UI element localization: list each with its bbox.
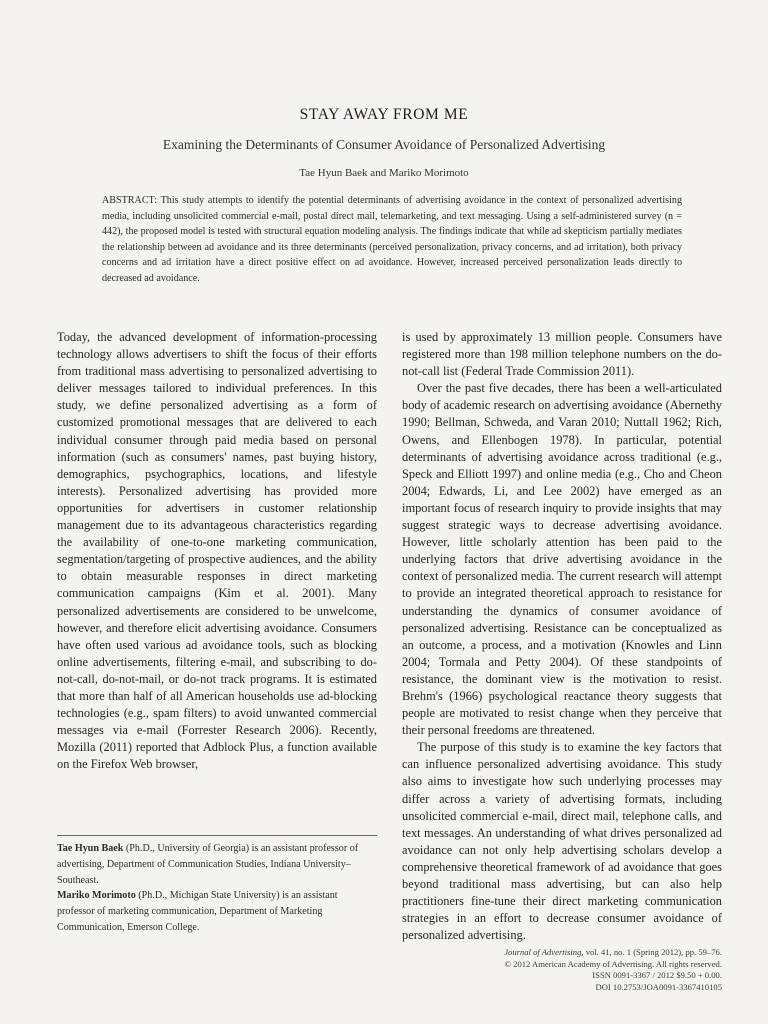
paragraph: The purpose of this study is to examine the key factors that can influence personalized advertising avoidance. This study also aims to investigate how such underlying processes may differ across a variety of advertising formats, including unsolicited commercial e-mail, direct mail, telephone calls, and text messages. An understanding of what drives personalized ad avoidance can not only help advertising scholars develop a comprehensive theoretical framework of ad avoidance that goes beyond traditional mass advertising, but can also help practitioners fine-tune their direct marketing communication strategies in an effort to decrease consumer avoidance of personalized advertising.: [402, 740, 722, 943]
author-footnote: [57, 841, 377, 889]
abstract-text: This study attempts to identify the potential determinants of advertising avoidance in the context of personalized advertising media, including unsolicited commercial e-mail, postal direct mail, telemarketing, and text messaging. Using a self-administered survey (n = 442), the proposed model is tested with structural equation modeling analysis. The findings indicate that while ad skepticism partially mediates the relationship between ad avoidance and its three determinants (perceived personalization, privacy concerns, and ad irritation), both privacy concerns and ad irritation have a direct positive effect on ad avoidance. However, increased perceived personalization leads directly to decreased ad avoidance.: [102, 195, 682, 284]
right-column: [402, 329, 722, 944]
paragraph: is used by approximately 13 million people. Consumers have registered more than 198 million telephone numbers on the do-not-call list (Federal Trade Commission 2011).: [402, 330, 722, 379]
paragraph: Over the past five decades, there has been a well-articulated body of academic research on advertising avoidance (Abernethy 1990; Bellman, Schweda, and Varan 2010; Nuttall 1962; Rich, Owens, and Ellenbogen 1978). In particular, potential determinants of advertising avoidance across traditional (e.g., Speck and Elliott 1997) and online media (e.g., Cho and Cheon 2004; Edwards, Li, and Lee 2002) have emerged as an important focus of research inquiry to provide insights that may suggest strategic ways to decrease advertising avoidance. However, little scholarly attention has been paid to the underlying factors that drive advertising avoidance in the context of personalized media. The current research will attempt to provide an integrated theoretical approach to resistance for understanding the dynamics of consumer avoidance of personalized advertising. Resistance can be conceptualized as an outcome, a process, and a motivation (Knowles and Linn 2004; Tormala and Petty 2004). Of these standpoints of resistance, the dominant view is the motivation to resist. Brehm's (1966) psychological reactance theory suggests that people are motivated to resist change when they perceive that their personal freedoms are threatened.: [402, 381, 722, 738]
copyright-line: © 2012 American Academy of Advertising. All rights reserved.: [504, 958, 722, 969]
journal-title: Journal of Advertising: [504, 947, 582, 957]
journal-citation: Journal of Advertising, vol. 41, no. 1 (Spring 2012), pp. 59–76.: [504, 947, 722, 957]
paper-title: STAY AWAY FROM ME: [299, 106, 469, 123]
paper-subtitle: Examining the Determinants of Consumer Avoidance of Personalized Advertising: [162, 137, 606, 152]
paragraph: Today, the advanced development of information-processing technology allows advertisers to shift the focus of their efforts from traditional mass advertising to personalized advertising to deliver messages tailored to individual preferences. In this study, we define personalized advertising as a form of customized promotional messages that are delivered to each individual consumer through paid media based on personal information (such as consumers' names, past buying history, demographics, psychographics, locations, and lifestyle interests). Personalized advertising has provided more opportunities for advertisers in customer relationship management due to its advantageous characteristics regarding the availability of one-to-one marketing communication, segmentation/targeting of prospective audiences, and the ability to obtain measurable responses in direct marketing communication campaigns (Kim et al. 2001). Many personalized advertisements are considered to be unwelcome, however, and therefore elicit advertising avoidance. Consumers have often used various ad avoidance tools, such as blocking online advertisements, filtering e-mail, and subscribing to do-not-call, do-not-mail, or do-not track programs. It is estimated that more than half of all American households use ad-blocking technologies (e.g., spam filters) to avoid unwanted commercial messages via e-mail (Forrester Research 2006). Recently, Mozilla (2011) reported that Adblock Plus, a function available on the Firefox Web browser,: [57, 330, 377, 772]
abstract: [102, 193, 682, 286]
issn-line: ISSN 0091-3367 / 2012 $9.50 + 0.00.: [592, 970, 722, 980]
footnote-author-bio: (Ph.D., Michigan State University) is an assistant professor of marketing communication, Department of Marketing Communication, Emerson College.: [57, 890, 338, 933]
footnote-author-name: Tae Hyun Baek: [57, 843, 124, 854]
footnote-author-name: Mariko Morimoto: [57, 890, 136, 901]
doi-line: DOI 10.2753/JOA0091-3367410105: [595, 981, 722, 992]
journal-info: [392, 947, 722, 993]
footnote-author-bio: (Ph.D., University of Georgia) is an assistant professor of advertising, Department of Communication Studies, Indiana University–Southeast.: [57, 843, 359, 886]
left-column: [57, 329, 377, 773]
abstract-label: ABSTRACT:: [102, 195, 158, 206]
footnote-divider: [57, 835, 377, 836]
author-list: Tae Hyun Baek and Mariko Morimoto: [299, 167, 469, 179]
author-footnote: [57, 888, 377, 936]
